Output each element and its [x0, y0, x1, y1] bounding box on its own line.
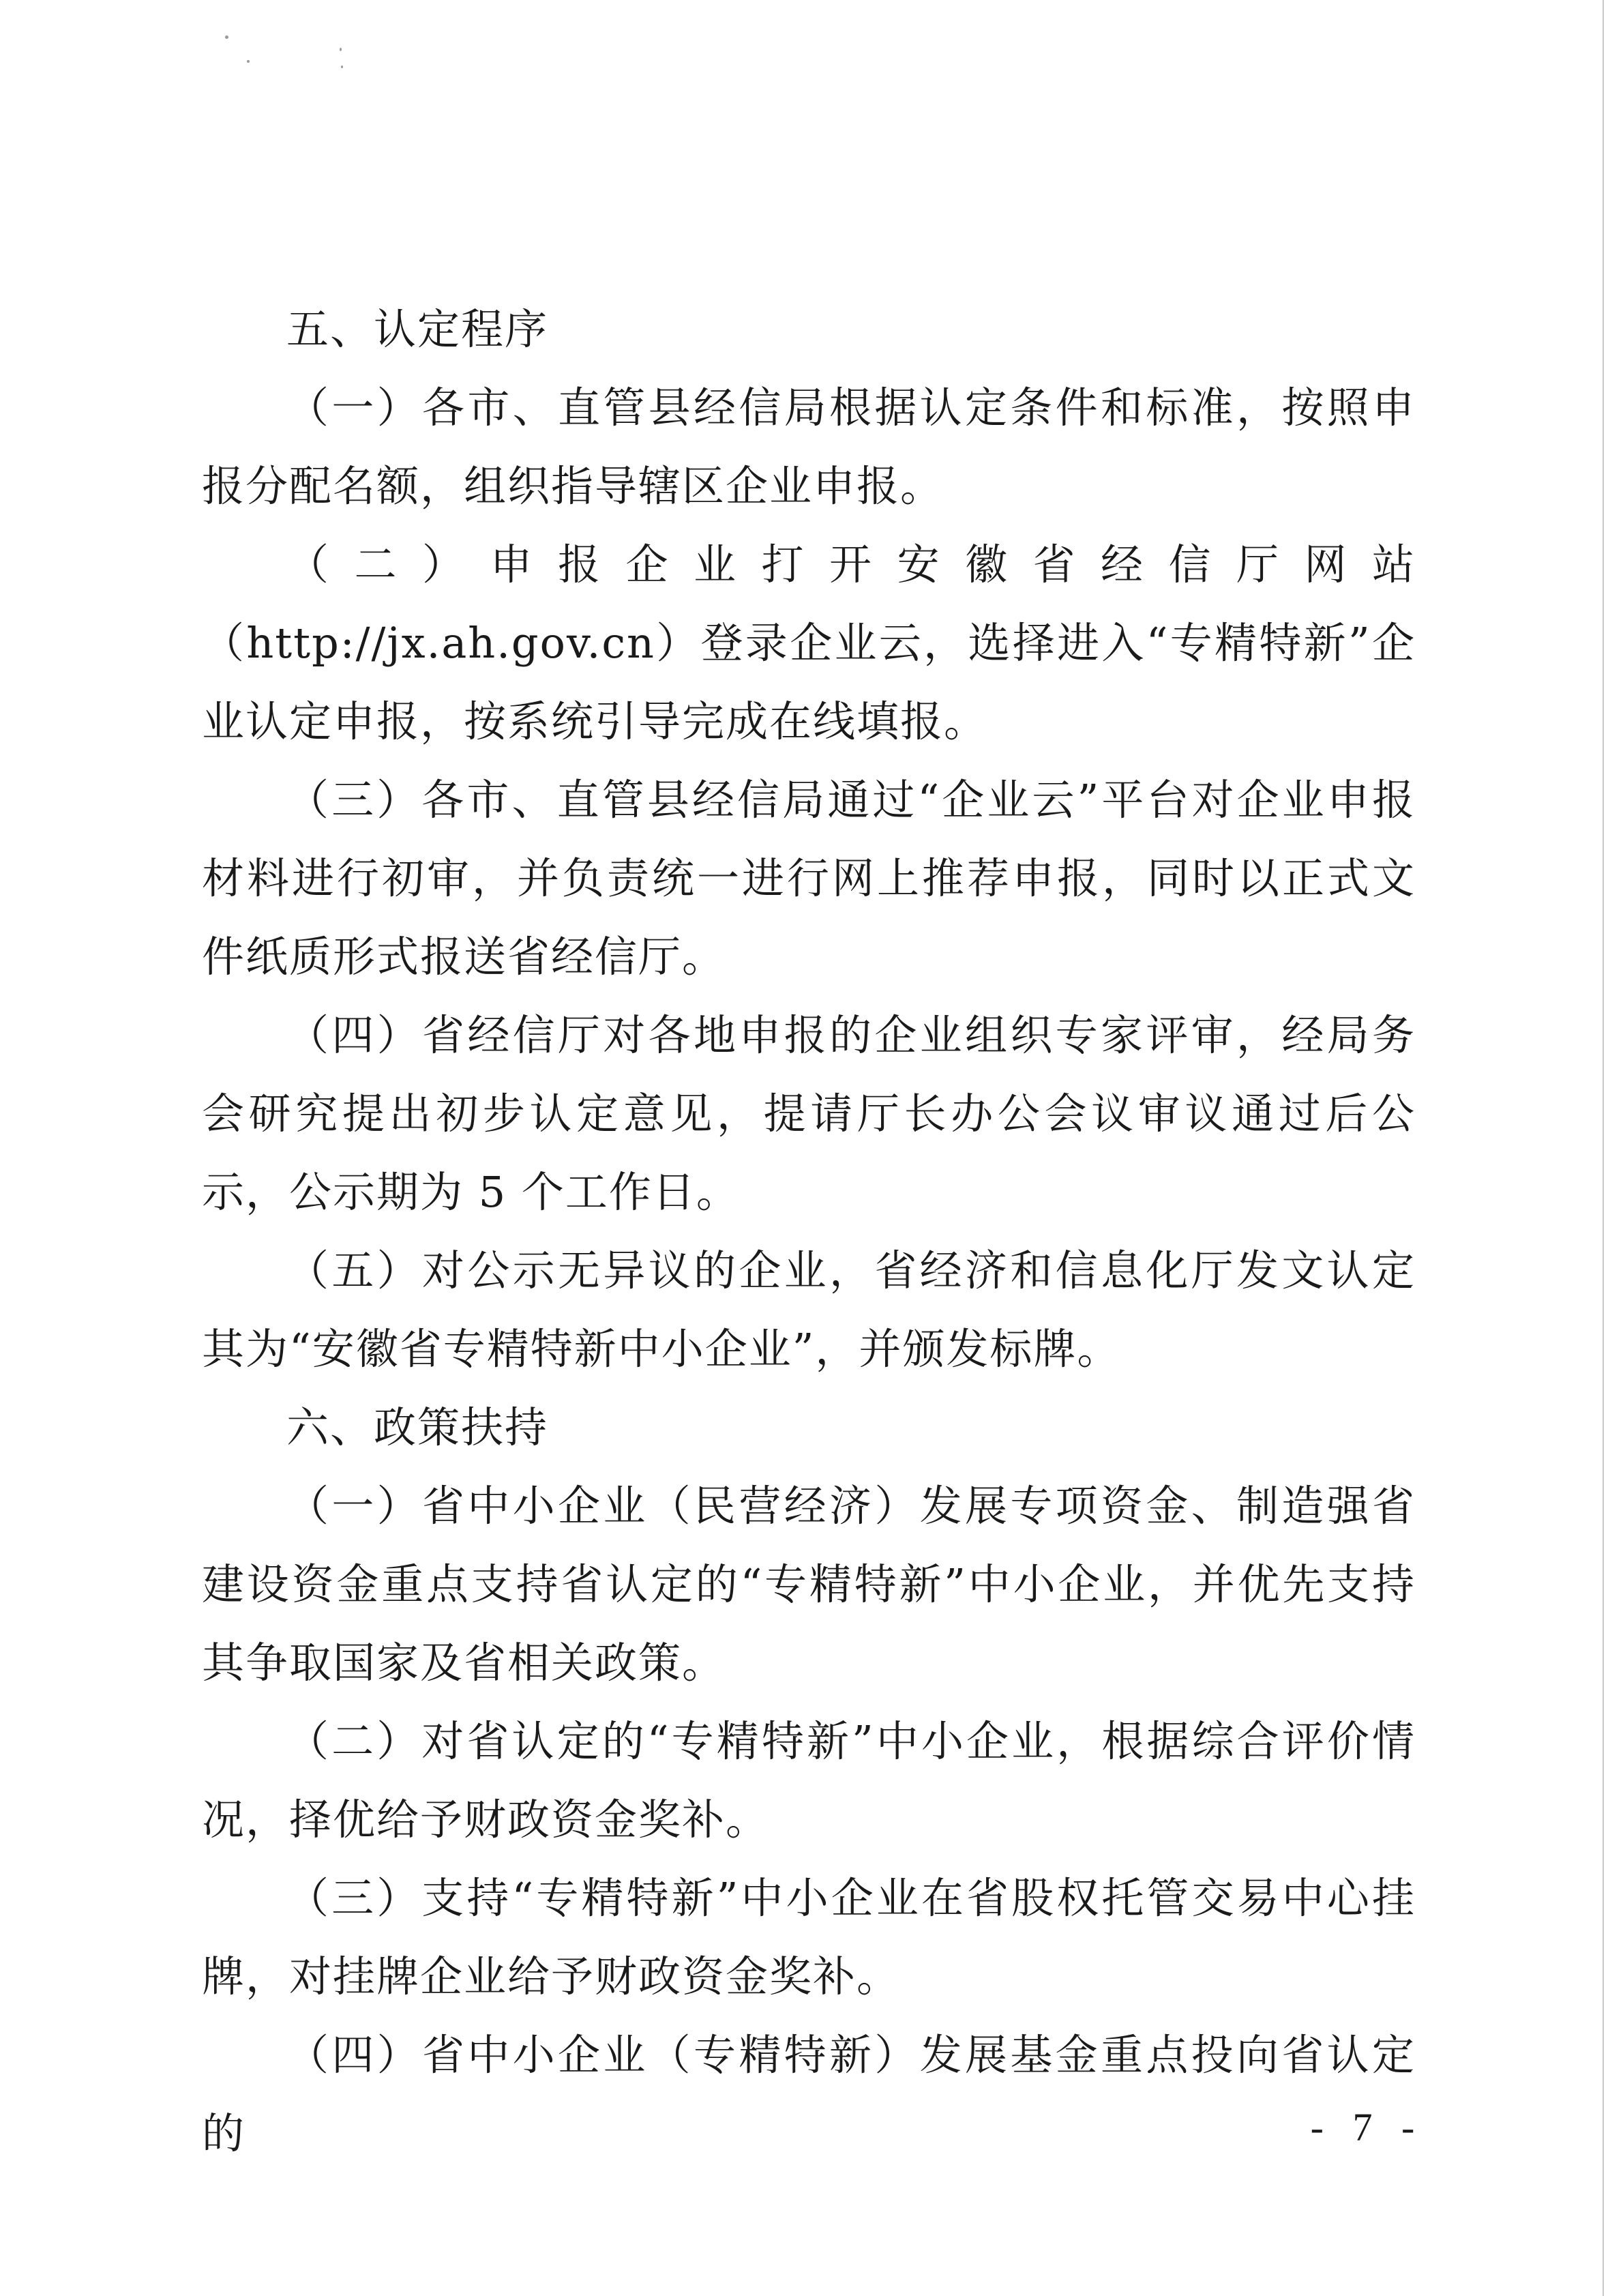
section-heading: 五、认定程序	[286, 304, 549, 354]
body-paragraph: （五）对公示无异议的企业，省经济和信息化厅发文认定其为“安徽省专精特新中小企业”，并颁发标牌。	[202, 1246, 1416, 1374]
scan-edge-line	[1603, 0, 1604, 2296]
scan-speck	[340, 48, 342, 51]
section-heading: 六、政策扶持	[286, 1402, 549, 1452]
body-paragraph: （四）省中小企业（专精特新）发展基金重点投向省认定的	[202, 2030, 1416, 2158]
document-body	[202, 290, 1416, 2173]
body-paragraph: （三）支持“专精特新”中小企业在省股权托管交易中心挂牌，对挂牌企业给予财政资金奖补。	[202, 1873, 1416, 2001]
body-paragraph: （三）各市、直管县经信局通过“企业云”平台对企业申报材料进行初审，并负责统一进行网上推荐申报，同时以正式文件纸质形式报送省经信厅。	[202, 775, 1416, 982]
body-paragraph: （二）申报企业打开安徽省经信厅网站（http://jx.ah.gov.cn）登录企业云，选择进入“专精特新”企业认定申报，按系统引导完成在线填报。	[202, 540, 1416, 746]
page-number: - 7 -	[1310, 2105, 1425, 2149]
body-paragraph: （二）对省认定的“专精特新”中小企业，根据综合评价情况，择优给予财政资金奖补。	[202, 1716, 1416, 1844]
scan-speck	[341, 65, 343, 68]
body-paragraph: （一）省中小企业（民营经济）发展专项资金、制造强省建设资金重点支持省认定的“专精特新”中小企业，并优先支持其争取国家及省相关政策。	[202, 1481, 1416, 1688]
body-paragraph: （四）省经信厅对各地申报的企业组织专家评审，经局务会研究提出初步认定意见，提请厅长办公会议审议通过后公示，公示期为 5 个工作日。	[202, 1010, 1416, 1217]
scan-speck	[225, 35, 228, 39]
body-paragraph: （一）各市、直管县经信局根据认定条件和标准，按照申报分配名额，组织指导辖区企业申报。	[202, 383, 1416, 511]
scan-speck	[247, 60, 250, 63]
